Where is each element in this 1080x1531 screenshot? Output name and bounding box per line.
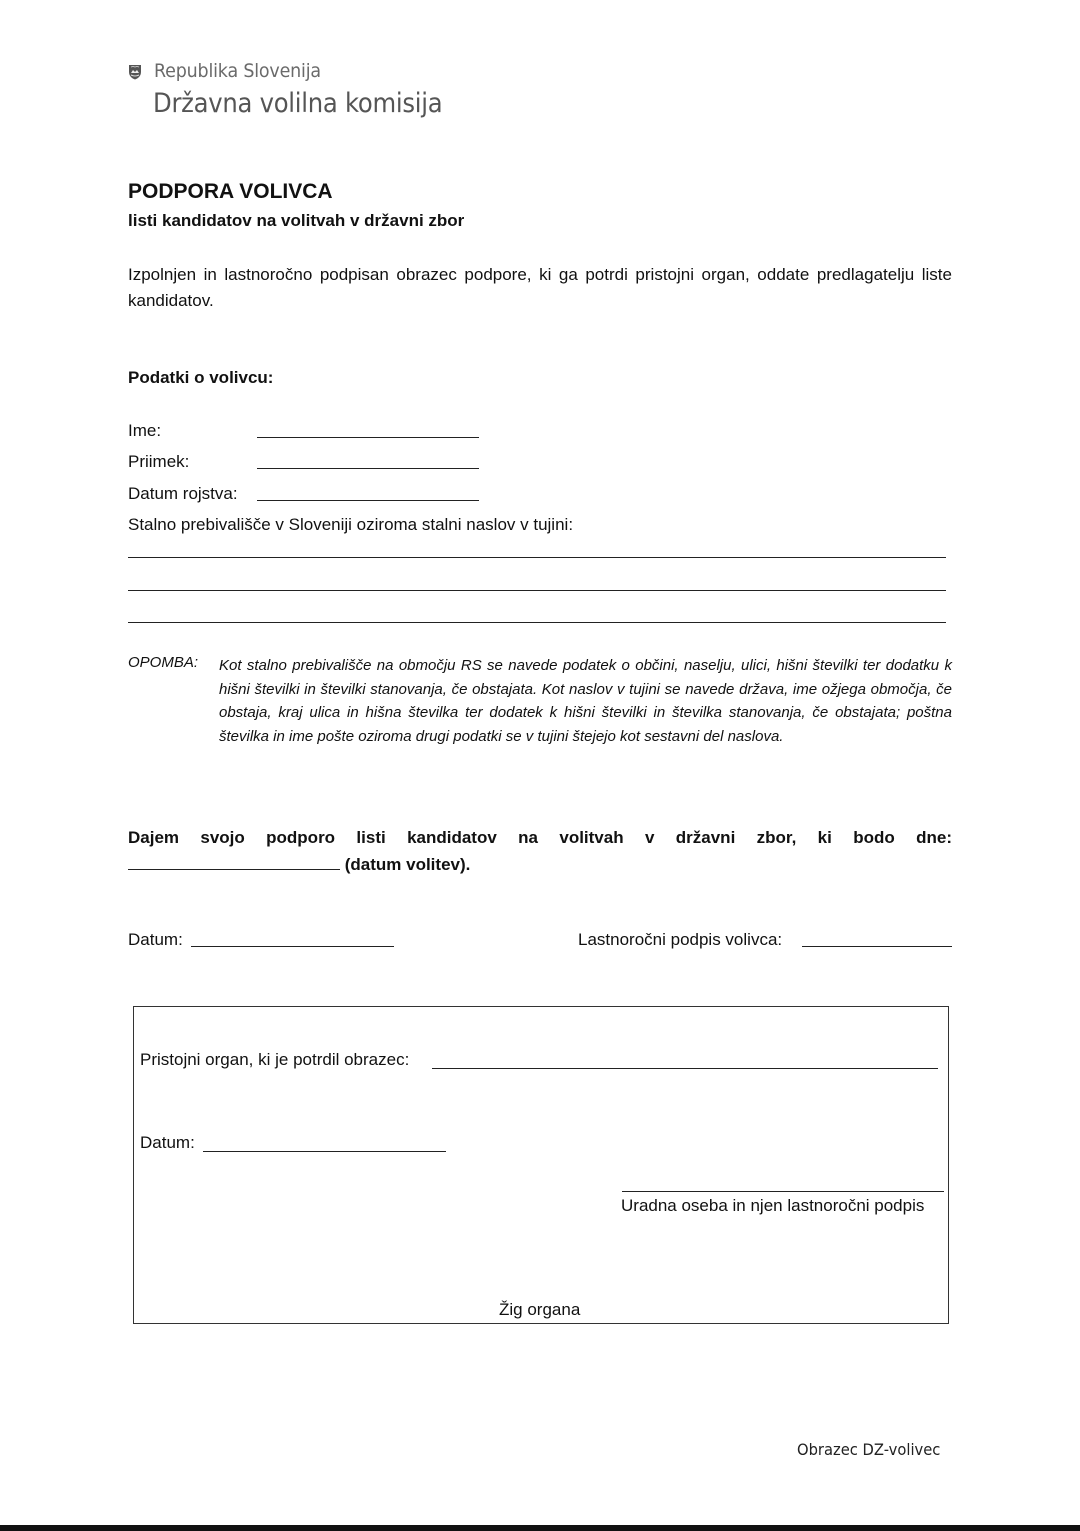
page-title: PODPORA VOLIVCA (128, 180, 333, 203)
authority-label: Pristojni organ, ki je potrdil obrazec: (140, 1050, 410, 1069)
page-subtitle: listi kandidatov na volitvah v državni zbor (128, 211, 465, 230)
stamp-label: Žig organa (499, 1300, 581, 1319)
voter-date-label: Datum: (128, 930, 183, 949)
address-line-3-field[interactable] (128, 622, 946, 623)
last-name-label: Priimek: (128, 452, 190, 471)
birth-date-label: Datum rojstva: (128, 484, 238, 503)
certification-date-label: Datum: (140, 1133, 195, 1152)
address-line-2-field[interactable] (128, 590, 946, 591)
header-commission-name: Državna volilna komisija (153, 88, 443, 119)
first-name-label: Ime: (128, 421, 162, 440)
election-date-field[interactable] (128, 869, 340, 870)
slovenia-coat-of-arms-icon (128, 64, 142, 80)
voter-date-field[interactable] (191, 946, 394, 947)
official-signature-field[interactable] (622, 1191, 944, 1192)
note-text: Kot stalno prebivališče na območju RS se navede podatek o občini, naselju, ulici, hišni številki ter dodatku k hišni številki in številki stanovanja, če obstajata. Kot naslov v tujini se navede država, ime ožjega območja, če obstaja, kraj ulica in hišna številka ter dodatek k hišni številki in številka stanovanja, če obstajata; poštna številka in ime pošte oziroma drugi podatki se v tujini štejejo kot sestavni del naslova. (219, 657, 952, 745)
support-statement-text: Dajem svojo podporo listi kandidatov na volitvah v državni zbor, ki bodo dne: (128, 828, 952, 847)
certification-date-field[interactable] (203, 1151, 446, 1152)
voter-section-heading: Podatki o volivcu: (128, 368, 274, 387)
first-name-field[interactable] (257, 437, 479, 438)
voter-signature-field[interactable] (802, 946, 952, 947)
form-code-footer: Obrazec DZ-volivec (797, 1440, 941, 1459)
note-label: OPOMBA: (128, 654, 199, 671)
authority-field[interactable] (432, 1068, 938, 1069)
voter-signature-label: Lastnoročni podpis volivca: (578, 930, 783, 949)
address-label: Stalno prebivališče v Sloveniji oziroma stalni naslov v tujini: (128, 515, 574, 534)
birth-date-field[interactable] (257, 500, 479, 501)
official-signature-label: Uradna oseba in njen lastnoročni podpis (621, 1196, 925, 1215)
intro-paragraph: Izpolnjen in lastnoročno podpisan obrazec podpore, ki ga potrdi pristojni organ, oddate predlagatelju liste kandidatov. (128, 265, 952, 310)
last-name-field[interactable] (257, 468, 479, 469)
bottom-edge-bar (0, 1525, 1080, 1531)
header-republic-name: Republika Slovenija (154, 60, 321, 82)
election-date-suffix: (datum volitev). (344, 855, 471, 874)
address-line-1-field[interactable] (128, 557, 946, 558)
support-statement (128, 824, 952, 878)
